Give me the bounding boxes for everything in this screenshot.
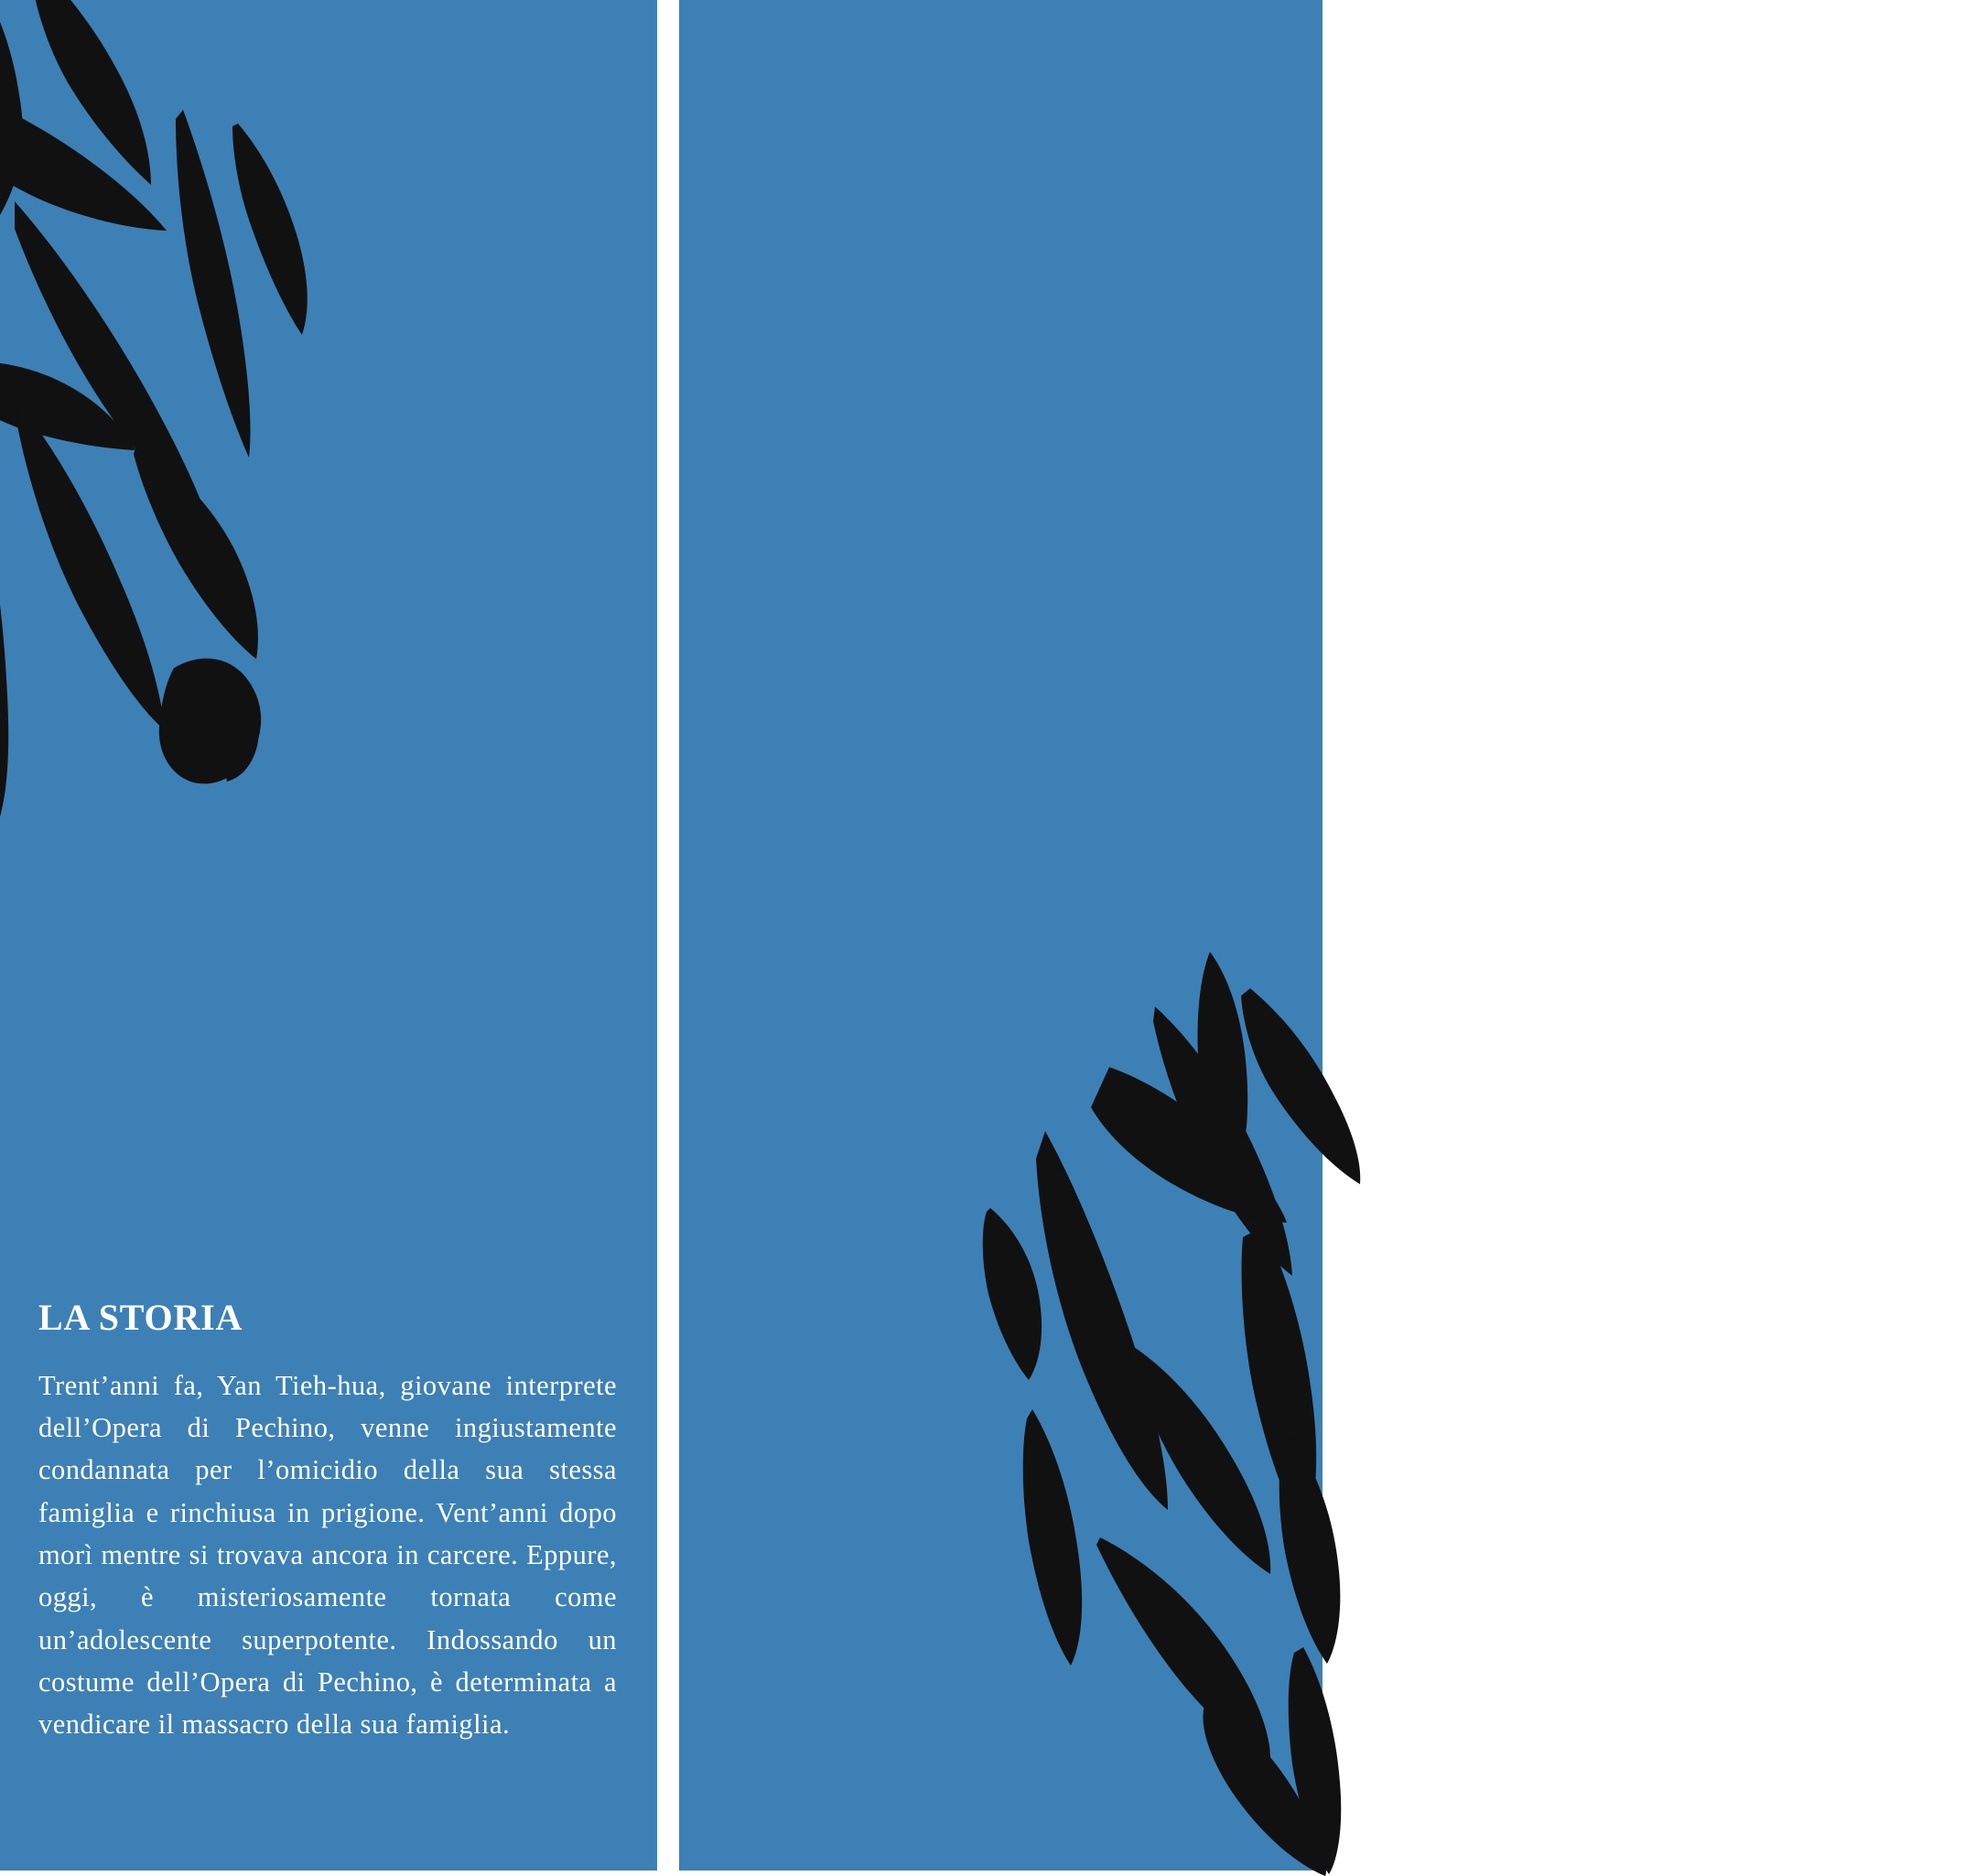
- story-paragraph: Trent’anni fa, Yan Tieh-hua, giovane interprete dell’Opera di Pechino, venne ingiustamente condannata per l’omicidio della sua stessa famiglia e rinchiusa in prigione. Vent’anni dopo morì mentre si trovava ancora in carcere. Eppure, oggi, è misteriosamente tornata come un’adolescente superpotente. Indossando un costume dell’Opera di Pechino, è determinata a vendicare il massacro della sua famiglia.: [38, 1369, 617, 1741]
- author-section: [1388, 51, 1965, 757]
- author-heading: L’AUTORE: [1388, 49, 1584, 90]
- calligraphy-brush-icon-top-left: [0, 0, 394, 997]
- author-paragraph: Chang Sheng nasce a Taiwan nel 1968 e decide di dedicarsi ai manga all’età di 35 anni. Con il suo stile reinterpreta tematiche fantasy e sci-fi in chiave realistica. Spesso i suoi protagonisti sono donne. Molto popolare sia a Taiwan sia in Giappone, nel corso degli anni si merita diversi riconoscimenti: nel 2011 con Baby è stato premiato con il Golden Comic Awards per il miglior fumetto; nel 2013, con Oldman, vince il Bronze Award al sesto Japan International Manga Award; nel 2014 e 2017 si aggiudica il Golden Comic Awards per il miglior manga per ragazzi; nel 2017 The Hidden Level viene premiato con il Grand Prize al Kyoto International Manga and Anime Award.: [1388, 120, 1965, 724]
- story-heading: LA STORIA: [38, 1297, 243, 1338]
- story-section: [38, 1299, 617, 1774]
- right-panel: [679, 0, 1965, 1871]
- left-panel: [0, 0, 657, 1871]
- calligraphy-brush-icon-bottom-right: [935, 952, 1356, 1876]
- page-gutter: [657, 0, 679, 1871]
